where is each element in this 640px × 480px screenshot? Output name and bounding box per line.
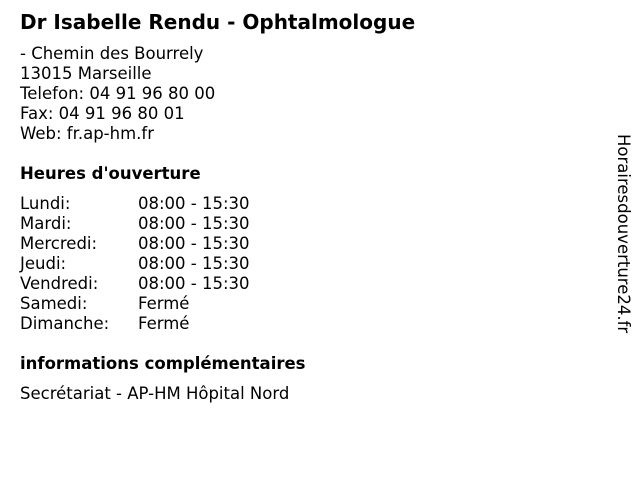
address-city: 13015 Marseille [20,64,152,83]
hours-day: Samedi: [20,294,88,313]
hours-time: 08:00 - 15:30 [138,234,250,253]
phone-number: Telefon: 04 91 96 80 00 [20,84,216,103]
hours-time: 08:00 - 15:30 [138,194,250,213]
hours-day: Dimanche: [20,314,110,333]
additional-info-heading: informations complémentaires [20,354,306,373]
page-title: Dr Isabelle Rendu - Ophtalmologue [20,10,416,34]
hours-row-sunday [20,314,250,334]
hours-row-thursday [20,254,250,274]
hours-time: Fermé [138,294,190,313]
additional-info-text: Secrétariat - AP-HM Hôpital Nord [20,384,290,403]
opening-hours-table [20,194,250,334]
address-block [20,44,215,144]
hours-row-monday [20,194,250,214]
hours-row-friday [20,274,250,294]
address-street: - Chemin des Bourrely [20,44,204,63]
fax-number: Fax: 04 91 96 80 01 [20,104,185,123]
hours-time: 08:00 - 15:30 [138,214,250,233]
hours-time: Fermé [138,314,190,333]
hours-day: Jeudi: [20,254,67,273]
site-watermark: Horairesdouverture24.fr [614,134,633,334]
website: Web: fr.ap-hm.fr [20,124,155,143]
hours-day: Mercredi: [20,234,98,253]
hours-day: Mardi: [20,214,72,233]
hours-row-wednesday [20,234,250,254]
hours-day: Lundi: [20,194,71,213]
hours-time: 08:00 - 15:30 [138,254,250,273]
hours-row-saturday [20,294,250,314]
opening-hours-heading: Heures d'ouverture [20,164,201,183]
hours-day: Vendredi: [20,274,99,293]
hours-row-tuesday [20,214,250,234]
hours-time: 08:00 - 15:30 [138,274,250,293]
